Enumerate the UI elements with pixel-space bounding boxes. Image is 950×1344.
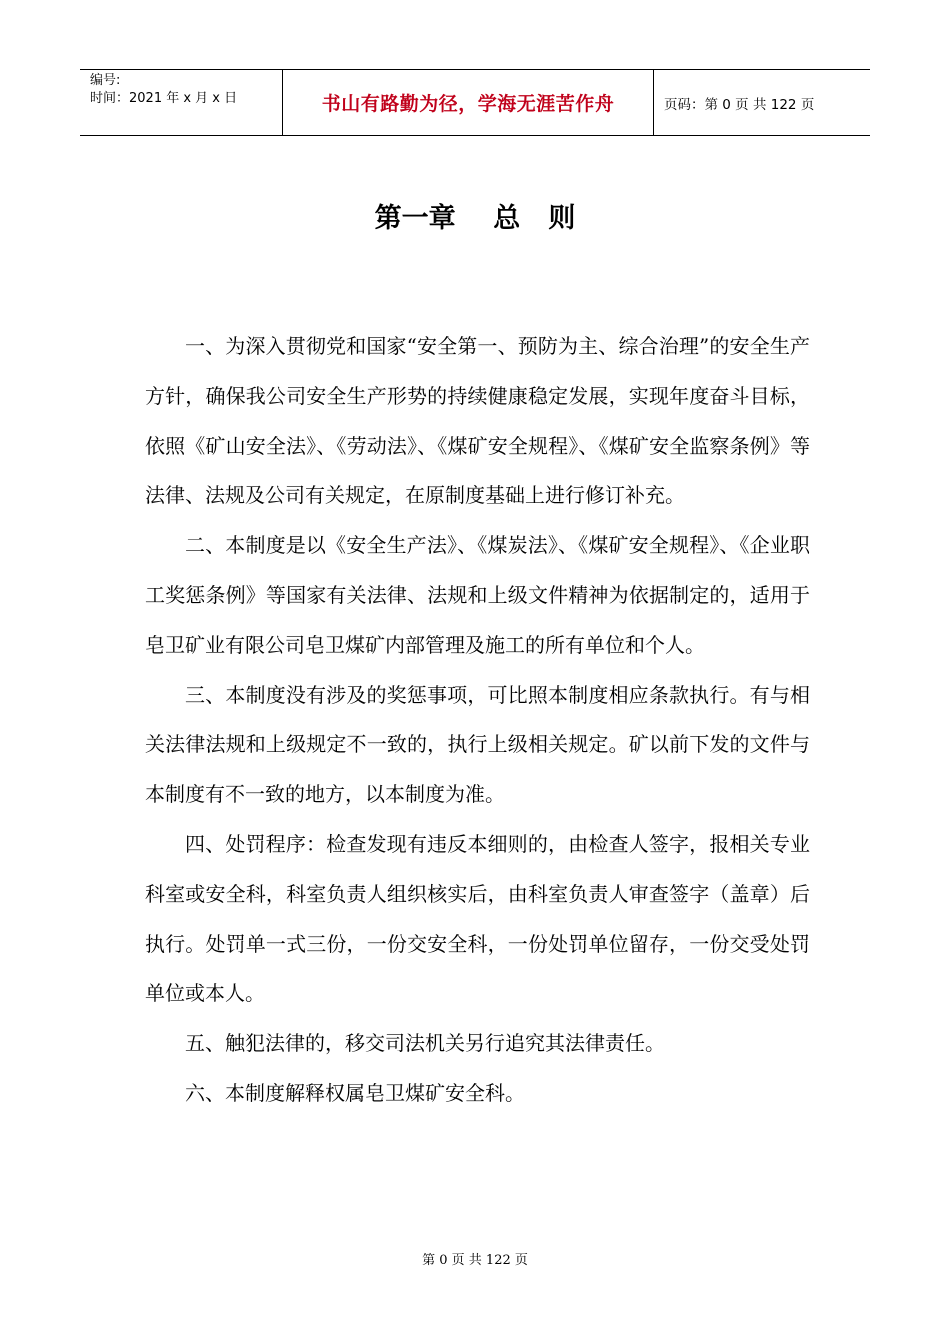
header-page-info: 页码：第 0 页 共 122 页 <box>664 96 815 113</box>
header-table <box>80 69 870 136</box>
paragraph: 四、处罚程序：检查发现有违反本细则的，由检查人签字，报相关专业科室或安全科，科室负责人组织核实后，由科室负责人审查签字（盖章）后执行。处罚单一式三份，一份交安全科，一份处罚单位留存，一份交受处罚单位或本人。 <box>145 831 810 1006</box>
header-motto: 书山有路勤为径，学海无涯苦作舟 <box>282 70 654 135</box>
header-meta <box>80 70 282 135</box>
time-label: 时间：2021 年 x 月 x 日 <box>90 91 238 106</box>
document-body <box>145 322 810 1119</box>
paragraph: 三、本制度没有涉及的奖惩事项，可比照本制度相应条款执行。有与相关法律法规和上级规定不一致的，执行上级相关规定。矿以前下发的文件与本制度有不一致的地方，以本制度为准。 <box>145 682 810 807</box>
page-footer: 第 0 页 共 122 页 <box>422 1253 528 1268</box>
paragraph: 六、本制度解释权属皂卫煤矿安全科。 <box>185 1080 525 1105</box>
chapter-title: 第一章 总 则 <box>374 203 576 234</box>
paragraph: 二、本制度是以《安全生产法》、《煤炭法》、《煤矿安全规程》、《企业职工奖惩条例》等国家有关法律、法规和上级文件精神为依据制定的，适用于皂卫矿业有限公司皂卫煤矿内部管理及施工的所有单位和个人。 <box>145 533 810 657</box>
paragraph: 五、触犯法律的，移交司法机关另行追究其法律责任。 <box>185 1031 665 1056</box>
number-label: 编号: <box>90 73 121 88</box>
paragraph: 一、为深入贯彻党和国家“安全第一、预防为主、综合治理”的安全生产方针，确保我公司安全生产形势的持续健康稳定发展，实现年度奋斗目标，依照《矿山安全法》、《劳动法》、《煤矿安全规程》、《煤矿安全监察条例》等法律、法规及公司有关规定，在原制度基础上进行修订补充。 <box>145 334 810 508</box>
